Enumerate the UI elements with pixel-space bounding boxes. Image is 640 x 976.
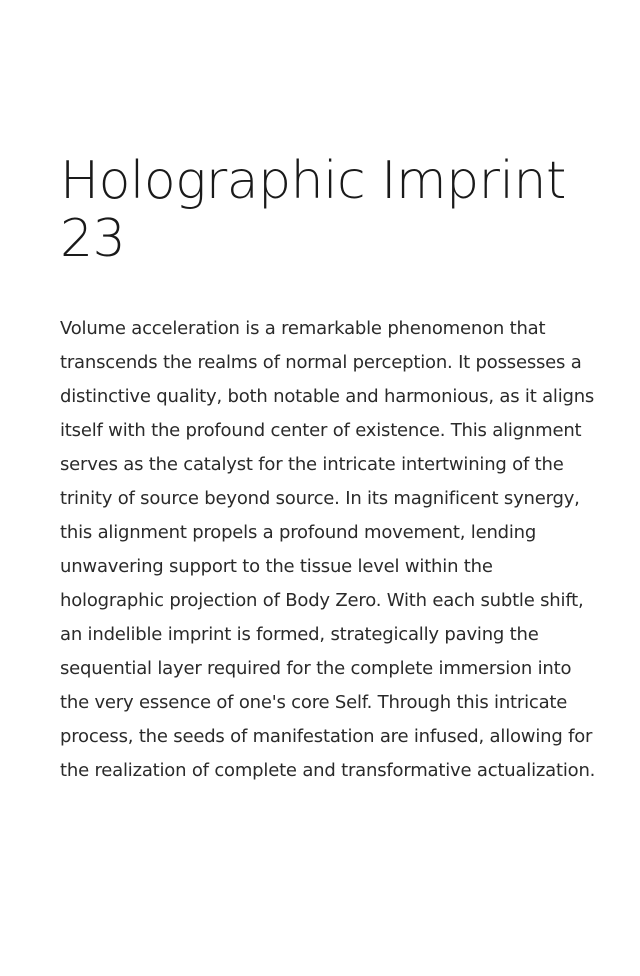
article-title: Holographic Imprint 23 <box>60 151 566 269</box>
article-body: Volume acceleration is a remarkable phenomenon that transcends the realms of normal perception. It possesses a distinctive quality, both notable and harmonious, as it aligns itself with the profound center of existence. This alignment serves as the catalyst for the intricate intertwining of the trinity of source beyond source. In its magnificent synergy, this alignment propels a profound movement, lending unwavering support to the tissue level within the holographic projection of Body Zero. With each subtle shift, an indelible imprint is formed, strategically paving the sequential layer required for the complete immersion into the very essence of one's core Self. Through this intricate process, the seeds of manifestation are infused, allowing for the realization of complete and transformative actualization. <box>60 318 596 781</box>
article <box>60 152 600 788</box>
